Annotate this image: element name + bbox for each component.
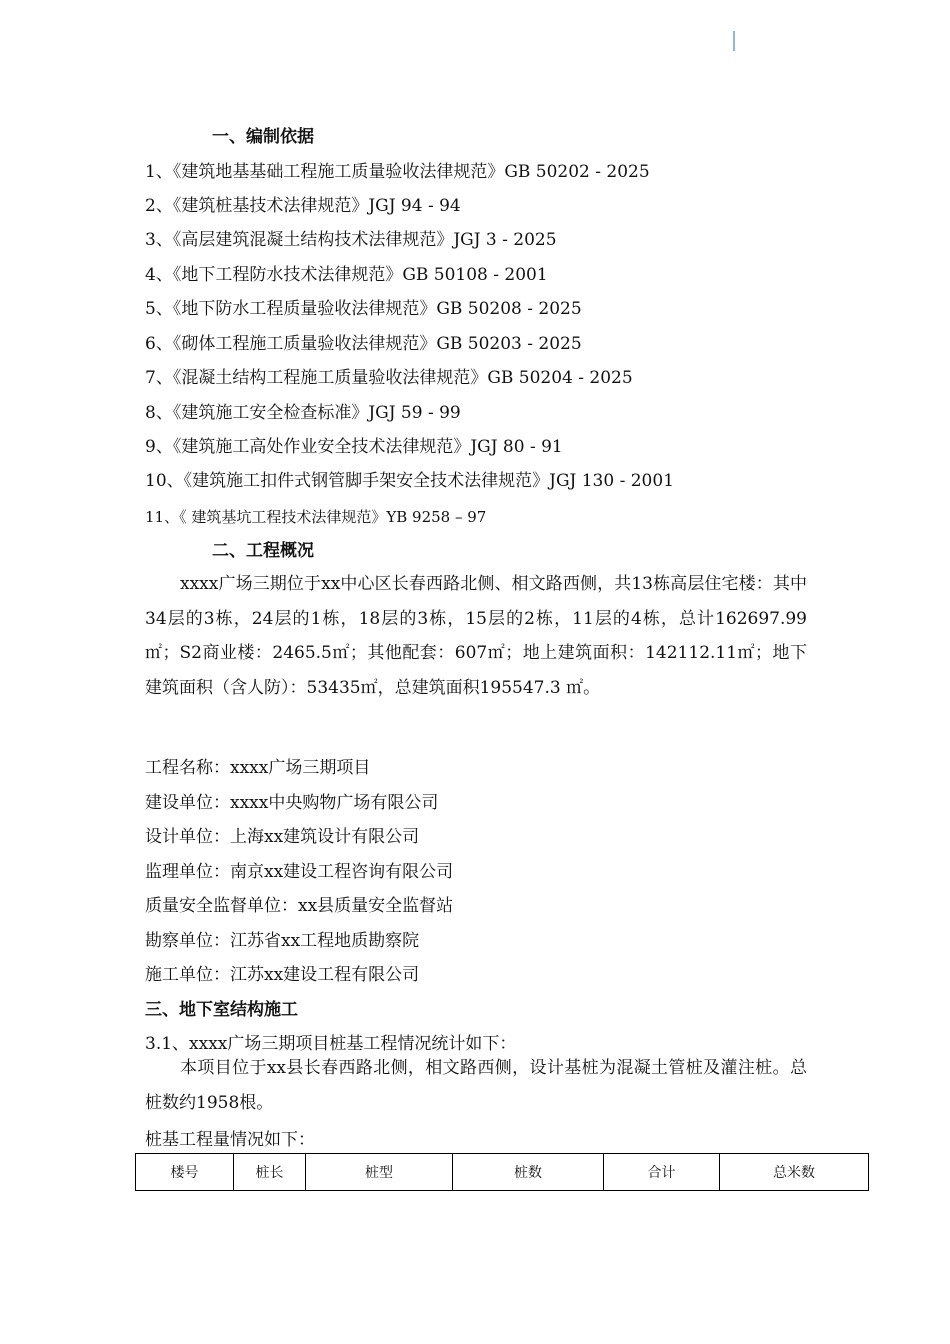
table-header-row xyxy=(136,1154,869,1191)
info-survey: 勘察单位：江苏省xx工程地质勘察院 xyxy=(145,931,420,951)
info-quality-station: 质量安全监督单位：xx县质量安全监督站 xyxy=(145,896,454,916)
header-pile-count: 桩数 xyxy=(453,1154,604,1191)
info-supervisor: 监理单位：南京xx建设工程咨询有限公司 xyxy=(145,862,454,882)
section3-heading: 三、地下室结构施工 xyxy=(145,1000,298,1020)
pile-description-text: 本项目位于xx县长春西路北侧，相文路西侧，设计基桩为混凝土管桩及灌注桩。总桩数约1958根。 xyxy=(145,1058,807,1113)
info-designer: 设计单位：上海xx建筑设计有限公司 xyxy=(145,827,420,847)
project-overview xyxy=(145,567,807,705)
reference-item: 3、《高层建筑混凝土结构技术法律规范》JGJ 3 - 2025 xyxy=(145,230,557,250)
reference-item: 1、《建筑地基基础工程施工质量验收法律规范》GB 50202 - 2025 xyxy=(145,162,650,182)
reference-item: 10、《建筑施工扣件式钢管脚手架安全技术法律规范》JGJ 130 - 2001 xyxy=(145,471,675,491)
header-pile-length: 桩长 xyxy=(234,1154,306,1191)
reference-item: 8、《建筑施工安全检查标准》JGJ 59 - 99 xyxy=(145,403,461,423)
header-pile-type: 桩型 xyxy=(306,1154,453,1191)
info-project-name: 工程名称：xxxx广场三期项目 xyxy=(145,758,371,778)
pile-description xyxy=(145,1051,807,1120)
info-owner: 建设单位：xxxx中央购物广场有限公司 xyxy=(145,793,439,813)
section1-heading: 一、编制依据 xyxy=(212,127,314,147)
header-total-meters: 总米数 xyxy=(720,1154,869,1191)
reference-item: 9、《建筑施工高处作业安全技术法律规范》JGJ 80 - 91 xyxy=(145,437,563,457)
reference-item: 6、《砌体工程施工质量验收法律规范》GB 50203 - 2025 xyxy=(145,334,582,354)
info-contractor: 施工单位：江苏xx建设工程有限公司 xyxy=(145,965,420,985)
reference-item: 11、《 建筑基坑工程技术法律规范》YB 9258 – 97 xyxy=(145,508,487,526)
header-building-no: 楼号 xyxy=(136,1154,234,1191)
section2-heading: 二、工程概况 xyxy=(212,541,314,561)
reference-item: 7、《混凝土结构工程施工质量验收法律规范》GB 50204 - 2025 xyxy=(145,368,633,388)
pile-table xyxy=(135,1153,869,1191)
overview-text: xxxx广场三期位于xx中心区长春西路北侧、相文路西侧，共13栋高层住宅楼：其中34层的3栋，24层的1栋，18层的3栋，15层的2栋，11层的4栋，总计162697.99㎡；S2商业楼：2465.5㎡；其他配套：607㎡；地上建筑面积：142112.11㎡；地下建筑面积（含人防）：53435㎡，总建筑面积195547.3 ㎡。 xyxy=(145,574,807,698)
header-total: 合计 xyxy=(604,1154,720,1191)
reference-item: 4、《地下工程防水技术法律规范》GB 50108 - 2001 xyxy=(145,265,548,285)
section3-sub: 3.1、xxxx广场三期项目桩基工程情况统计如下： xyxy=(145,1034,517,1054)
table-intro: 桩基工程量情况如下： xyxy=(145,1130,315,1150)
reference-item: 2、《建筑桩基技术法律规范》JGJ 94 - 94 xyxy=(145,196,461,216)
text-cursor-mark xyxy=(733,31,735,51)
reference-item: 5、《地下防水工程质量验收法律规范》GB 50208 - 2025 xyxy=(145,299,582,319)
